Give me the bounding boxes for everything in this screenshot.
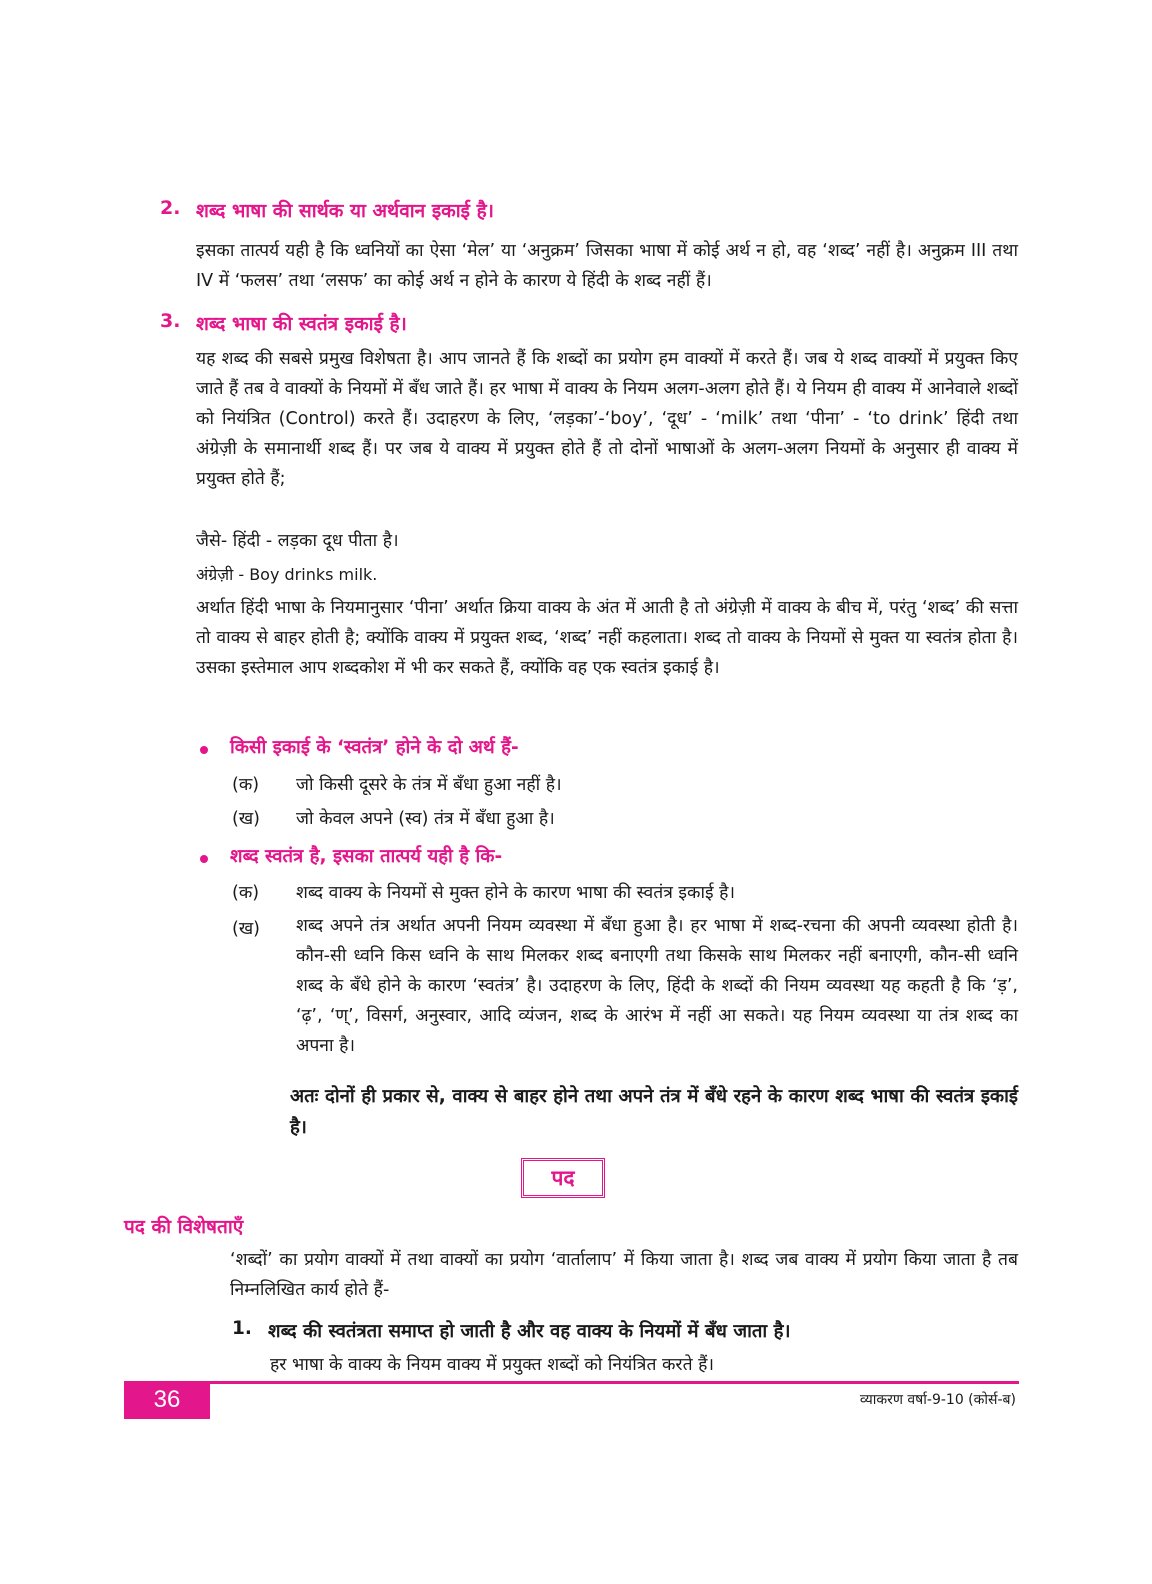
section-3-body-2: अर्थात हिंदी भाषा के नियमानुसार ‘पीना’ अर्थात क्रिया वाक्य के अंत में आती है तो अंग्रेज़ी में वाक्य के बीच में, परंतु ‘शब्द’ की सत्ता तो वाक्य से बाहर होती है; क्योंकि वाक्य में प्रयुक्त शब्द, ‘शब्द’ नहीं कहलाता। शब्द तो वाक्य के नियमों से मुक्त या स्वतंत्र होता है। उसका इस्तेमाल आप शब्दकोश में भी कर सकते हैं, क्योंकि वह एक स्वतंत्र इकाई है। bbox=[196, 598, 1018, 678]
bullet-1-item-2-label: (ख) bbox=[232, 809, 260, 829]
section-2-number: 2. bbox=[160, 197, 181, 219]
section-2-heading: शब्द भाषा की सार्थक या अर्थवान इकाई है। bbox=[196, 200, 494, 222]
section-3-number: 3. bbox=[160, 310, 181, 332]
book-title: व्याकरण वर्षा-9-10 (कोर्स-ब) bbox=[859, 1392, 1016, 1408]
example-english: अंग्रेज़ी - Boy drinks milk. bbox=[196, 565, 378, 584]
bullet-1-heading: किसी इकाई के ‘स्वतंत्र’ होने के दो अर्थ हैं- bbox=[230, 737, 519, 758]
section-3-body-1: यह शब्द की सबसे प्रमुख विशेषता है। आप जानते हैं कि शब्दों का प्रयोग हम वाक्यों में करते हैं। जब ये शब्द वाक्यों में प्रयुक्त किए जाते हैं तब वे वाक्यों के नियमों में बँध जाते हैं। हर भाषा में वाक्य के नियम अलग-अलग होते हैं। ये नियम ही वाक्य में आनेवाले शब्दों को नियंत्रित (Control) करते हैं। उदाहरण के लिए, ‘लड़का’-‘boy’, ‘दूध’ - ‘milk’ तथा ‘पीना’ - ‘to drink’ हिंदी तथा अंग्रेज़ी के समानार्थी शब्द हैं। पर जब ये वाक्य में प्रयुक्त होते हैं तो दोनों भाषाओं के अलग-अलग नियमों के अनुसार ही वाक्य में प्रयुक्त होते हैं; bbox=[196, 349, 1018, 489]
section-3-heading: शब्द भाषा की स्वतंत्र इकाई है। bbox=[196, 313, 407, 335]
section-2-body: इसका तात्पर्य यही है कि ध्वनियों का ऐसा ‘मेल’ या ‘अनुक्रम’ जिसका भाषा में कोई अर्थ न हो, वह ‘शब्द’ नहीं है। अनुक्रम III तथा IV में ‘फलस’ तथा ‘लसफ’ का कोई अर्थ न होने के कारण ये हिंदी के शब्द नहीं हैं। bbox=[196, 241, 1018, 291]
bullet-1-item-1-text: जो किसी दूसरे के तंत्र में बँधा हुआ नहीं है। bbox=[296, 775, 562, 795]
pad-point-1-heading: शब्द की स्वतंत्रता समाप्त हो जाती है और वह वाक्य के नियमों में बँध जाता है। bbox=[268, 1321, 791, 1342]
pad-features-heading: पद की विशेषताएँ bbox=[124, 1216, 244, 1238]
pad-point-1-number: 1. bbox=[232, 1318, 252, 1339]
bullet-2-conclusion: अतः दोनों ही प्रकार से, वाक्य से बाहर होने तथा अपने तंत्र में बँधे रहने के कारण शब्द भाषा की स्वतंत्र इकाई है। bbox=[290, 1086, 1018, 1138]
bullet-2-item-1-text: शब्द वाक्य के नियमों से मुक्त होने के कारण भाषा की स्वतंत्र इकाई है। bbox=[296, 883, 736, 903]
bullet-1-dot bbox=[200, 746, 208, 754]
example-hindi: जैसे- हिंदी - लड़का दूध पीता है। bbox=[196, 531, 399, 551]
page-number: 36 bbox=[153, 1386, 181, 1413]
page-number-box bbox=[124, 1381, 210, 1419]
bullet-2-heading: शब्द स्वतंत्र है, इसका तात्पर्य यही है कि- bbox=[230, 846, 503, 867]
bullet-2-item-1-label: (क) bbox=[232, 883, 260, 903]
bullet-2-item-2-text: शब्द अपने तंत्र अर्थात अपनी नियम व्यवस्था में बँधा हुआ है। हर भाषा में शब्द-रचना की अपनी व्यवस्था होती है। कौन-सी ध्वनि किस ध्वनि के साथ मिलकर शब्द बनाएगी तथा किसके साथ मिलकर नहीं बनाएगी, कौन-सी ध्वनि शब्द के बँधे होने के कारण ‘स्वतंत्र’ है। उदाहरण के लिए, हिंदी के शब्दों की नियम व्यवस्था यह कहती है कि ‘ड़’, ‘ढ़’, ‘ण्’, विसर्ग, अनुस्वार, आदि व्यंजन, शब्द के आरंभ में नहीं आ सकते। यह नियम व्यवस्था या तंत्र शब्द का अपना है। bbox=[296, 916, 1018, 1056]
bullet-2-dot bbox=[200, 855, 208, 863]
bullet-1-item-1-label: (क) bbox=[232, 775, 260, 795]
pad-point-1-text: हर भाषा के वाक्य के नियम वाक्य में प्रयुक्त शब्दों को नियंत्रित करते हैं। bbox=[270, 1355, 715, 1375]
pad-features-intro: ‘शब्दों’ का प्रयोग वाक्यों में तथा वाक्यों का प्रयोग ‘वार्तालाप’ में किया जाता है। शब्द जब वाक्य में प्रयोग किया जाता है तब निम्नलिखित कार्य होते हैं- bbox=[230, 1250, 1018, 1300]
bullet-2-item-2-label: (ख) bbox=[232, 919, 260, 939]
pad-title-box bbox=[521, 1158, 605, 1198]
pad-title: पद bbox=[551, 1166, 575, 1190]
bullet-1-item-2-text: जो केवल अपने (स्व) तंत्र में बँधा हुआ है। bbox=[296, 809, 555, 829]
footer-rule bbox=[124, 1381, 1019, 1384]
